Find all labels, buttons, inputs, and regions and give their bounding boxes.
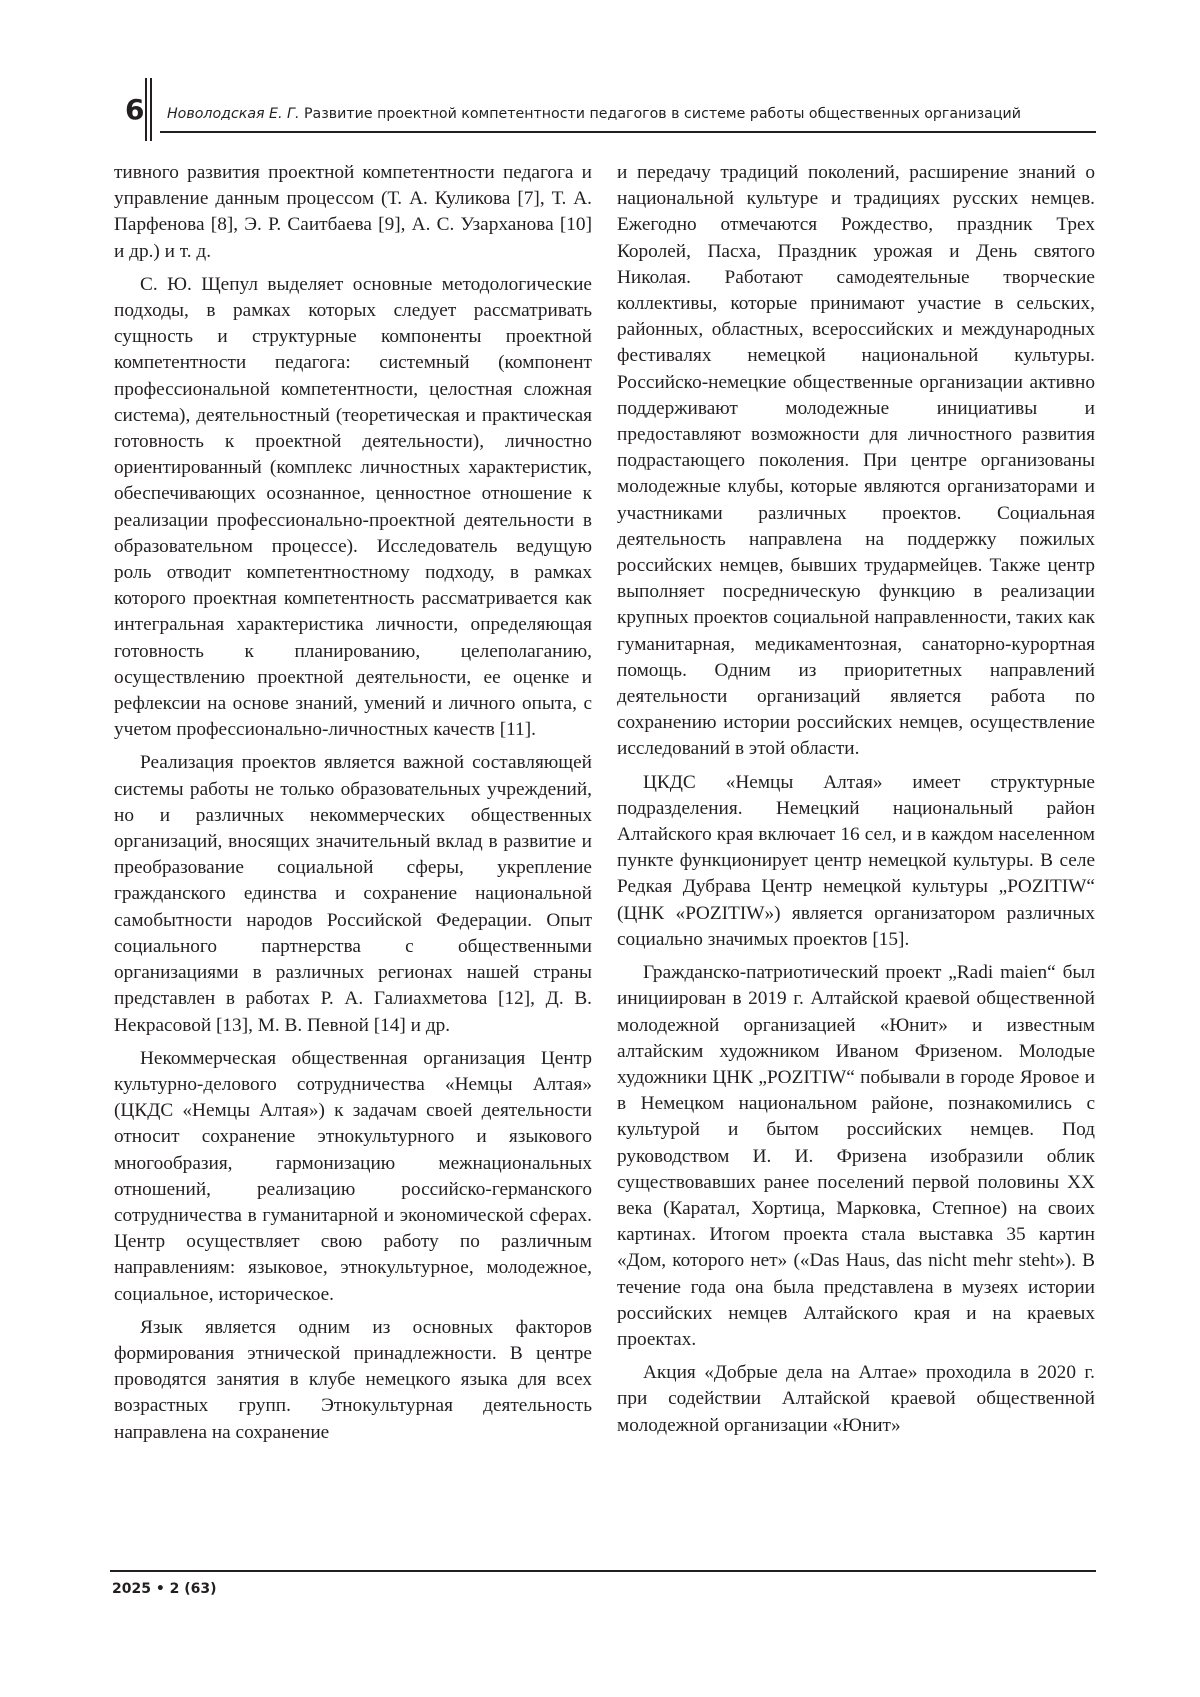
header-author: Новолодская Е. Г. <box>167 106 300 122</box>
paragraph: С. Ю. Щепул выделяет основные методологические подходы, в рамках которых следует рассматривать сущность и структурные компоненты проектной компетентности педагога: системный (компонент профессиональной компетентности, целостная сложная система), деятельностный (теоретическая и практическая готовность к проектной деятельности), личностно ориентированный (комплекс личностных характеристик, обеспечивающих осознанное, ценностное отношение к реализации профессионально-проектной деятельности в образовательном процессе). Исследователь ведущую роль отводит компетентностному подходу, в рамках которого проектная компетентность рассматривается как интегральная характеристика личности, определяющая готовность к планированию, целеполаганию, осуществлению проектной деятельности, ее оценке и рефлексии на основе знаний, умений и личного опыта, с учетом профессионально-личностных качеств [11]. <box>114 273 592 741</box>
left-column <box>114 160 592 1453</box>
paragraph: и передачу традиций поколений, расширение знаний о национальной культуре и традициях русских немцев. Ежегодно отмечаются Рождество, праздник Трех Королей, Пасха, Праздник урожая и День святого Николая. Работают самодеятельные творческие коллективы, которые принимают участие в сельских, районных, областных, всероссийских и международных фестивалях немецкой национальной культуры. Российско-немецкие общественные организации активно поддерживают молодежные инициативы и предоставляют возможности для личностного развития подрастающего поколения. При центре организованы молодежные клубы, которые являются организаторами и участниками различных проектов. Социальная деятельность направлена на поддержку пожилых российских немцев, бывших трудармейцев. Также центр выполняет посредническую функцию в реализации крупных проектов социальной направленности, таких как гуманитарная, медикаментозная, санаторно-курортная помощь. Одним из приоритетных направлений деятельности организаций является работа по сохранению истории российских немцев, осуществление исследований в этой области. <box>617 162 1095 760</box>
paragraph: Акция «Добрые дела на Алтае» проходила в 2020 г. при содействии Алтайской краевой общественной молодежной организации «Юнит» <box>617 1362 1095 1436</box>
header-divider-left <box>145 78 147 141</box>
right-column <box>617 160 1095 1446</box>
paragraph: ЦКДС «Немцы Алтая» имеет структурные подразделения. Немецкий национальный район Алтайского края включает 16 сел, и в каждом населенном пункте функционирует центр немецкой культуры. В селе Редкая Дубрава Центр немецкой культуры „POZITIW“ (ЦНК «POZITIW») является организатором различных социально значимых проектов [15]. <box>617 771 1095 950</box>
header-divider-right <box>150 78 152 141</box>
header-title: Развитие проектной компетентности педагогов в системе работы общественных организаций <box>303 106 1021 122</box>
paragraph: Язык является одним из основных факторов формирования этнической принадлежности. В центре проводятся занятия в клубе немецкого языка для всех возрастных групп. Этнокультурная деятельность направлена на сохранение <box>114 1316 592 1443</box>
footer-issue: 2025 • 2 (63) <box>112 1581 217 1597</box>
running-header <box>167 104 1097 124</box>
paragraph: Гражданско-патриотический проект „Radi maien“ был инициирован в 2019 г. Алтайской краевой общественной молодежной организацией «Юнит» и известным алтайским художником Иваном Фризеном. Молодые художники ЦНК „POZITIW“ побывали в городе Яровое и в Немецком национальном районе, познакомились с культурой и бытом российских немцев. Под руководством И. И. Фризена изобразили облик существовавших ранее поселений первой половины XX века (Каратал, Хортица, Марковка, Степное) на своих картинах. Итогом проекта стала выставка 35 картин «Дом, которого нет» («Das Haus, das nicht mehr steht»). В течение года она была представлена в музеях истории российских немцев Алтайского края и на краевых проектах. <box>617 962 1095 1350</box>
header-rule <box>160 131 1096 133</box>
paragraph: тивного развития проектной компетентности педагога и управление данным процессом (Т. А. Куликова [7], Т. А. Парфенова [8], Э. Р. Саитбаева [9], А. С. Узарханова [10] и др.) и т. д. <box>114 162 592 262</box>
page-number: 6 <box>125 93 145 126</box>
footer-rule <box>110 1570 1096 1572</box>
paragraph: Некоммерческая общественная организация Центр культурно-делового сотрудничества «Немцы Алтая» (ЦКДС «Немцы Алтая») к задачам своей деятельности относит сохранение этнокультурного и языкового многообразия, гармонизацию межнациональных отношений, реализацию российско-германского сотрудничества в гуманитарной и экономической сферах. Центр осуществляет свою работу по различным направлениям: языковое, этнокультурное, молодежное, социальное, историческое. <box>114 1047 592 1305</box>
paragraph: Реализация проектов является важной составляющей системы работы не только образовательных учреждений, но и различных некоммерческих общественных организаций, вносящих значительный вклад в развитие и преобразование социальной сферы, укрепление гражданского единства и сохранение национальной самобытности народов Российской Федерации. Опыт социального партнерства с общественными организациями в различных регионах нашей страны представлен в работах Р. А. Галиахметова [12], Д. В. Некрасовой [13], М. В. Певной [14] и др. <box>114 752 592 1036</box>
